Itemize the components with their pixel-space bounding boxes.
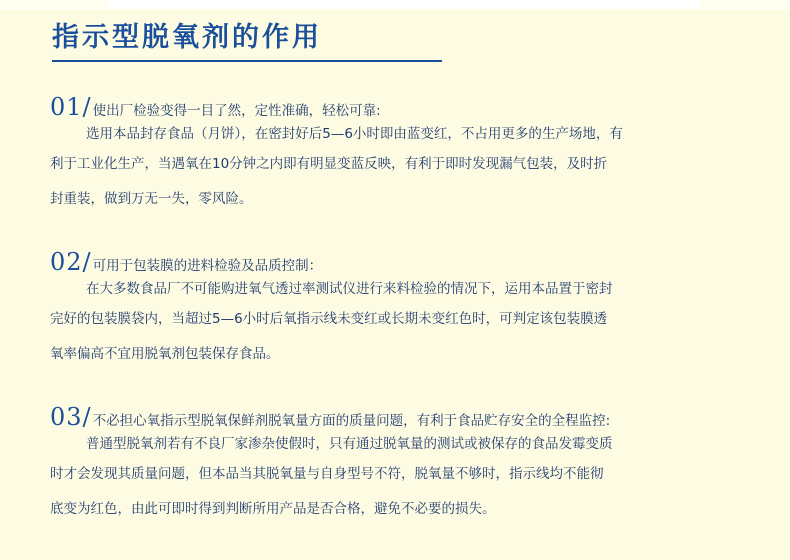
top-strip	[0, 0, 790, 10]
body-line: 时才会发现其质量问题，但本品当其脱氧量与自身型号不符，脱氧量不够时，指示线均不能彻	[50, 466, 604, 482]
title-underline	[52, 60, 442, 62]
section-01	[50, 93, 750, 217]
section-03	[50, 403, 750, 527]
body-line: 底变为红色，由此可即时得到判断所用产品是否合格，避免不必要的损失。	[50, 501, 496, 517]
body-line: 完好的包装膜袋内，当超过5—6小时后氧指示线未变红或长期未变红色时，可判定该包装膜透	[50, 311, 608, 327]
section-slash: /	[82, 93, 91, 121]
section-number: 01	[50, 93, 83, 121]
section-number: 02	[50, 248, 83, 276]
section-slash: /	[82, 248, 91, 276]
section-number: 03	[50, 403, 83, 431]
section-header	[50, 403, 750, 433]
body-line: 普通型脱氧剂若有不良厂家渗杂使假时，只有通过脱氧量的测试或被保存的食品发霉变质	[86, 436, 613, 452]
section-02	[50, 248, 750, 372]
section-header	[50, 248, 750, 278]
section-heading: 不必担心氧指示型脱氧保鲜剂脱氧量方面的质量问题，有利于食品贮存安全的全程监控:	[92, 413, 611, 429]
section-header	[50, 93, 750, 123]
body-line: 在大多数食品厂不可能购进氧气透过率测试仪进行来料检验的情况下，运用本品置于密封	[86, 281, 613, 297]
section-heading: 可用于包装膜的进料检验及品质控制：	[92, 258, 323, 274]
body-line: 氧率偏高不宜用脱氧剂包装保存食品。	[50, 346, 280, 362]
section-slash: /	[82, 403, 91, 431]
body-line: 封重装，做到万无一失，零风险。	[50, 191, 253, 207]
top-strip-highlight	[110, 0, 700, 8]
section-heading: 使出厂检验变得一目了然，定性准确，轻松可靠:	[92, 103, 381, 119]
body-line: 利于工业化生产，当遇氧在10分钟之内即有明显变蓝反映，有利于即时发现漏气包装，及时折	[50, 156, 608, 172]
body-line: 选用本品封存食品（月饼），在密封好后5—6小时即由蓝变红，不占用更多的生产场地，有	[86, 126, 623, 142]
page-title: 指示型脱氧剂的作用	[52, 22, 322, 53]
